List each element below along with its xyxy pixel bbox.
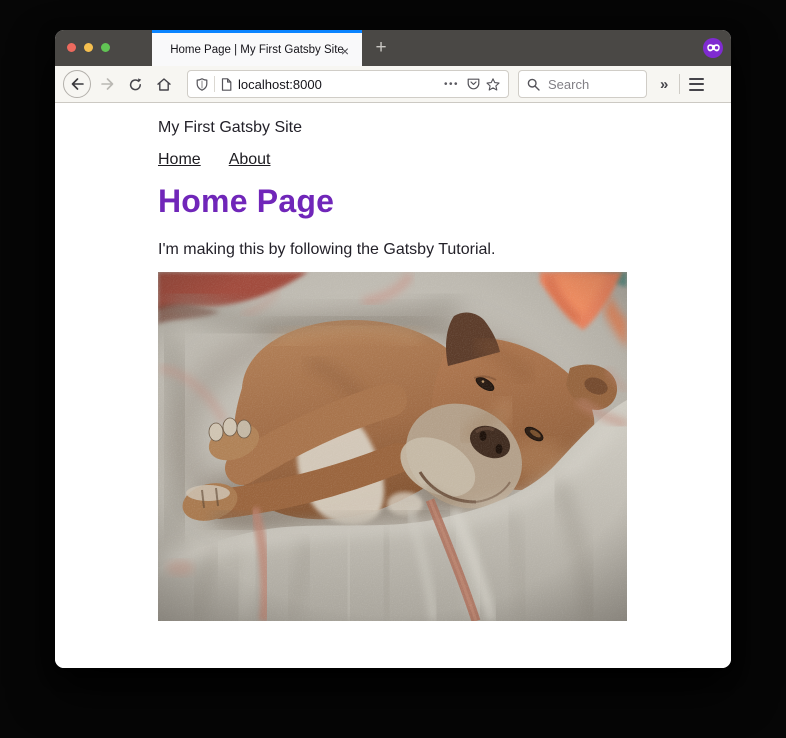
forward-arrow-icon [101, 78, 114, 90]
back-arrow-icon [71, 78, 84, 90]
dog-photo [158, 272, 627, 621]
toolbar-divider [679, 74, 680, 94]
pocket-icon [467, 78, 480, 90]
traffic-lights [67, 43, 110, 52]
active-tab[interactable] [152, 30, 362, 66]
home-button[interactable] [152, 72, 176, 96]
reload-button[interactable] [123, 72, 147, 96]
nav-link-about[interactable]: About [228, 151, 271, 168]
urlbar-divider [214, 76, 215, 92]
intro-paragraph: I'm making this by following the Gatsby Tutorial. [158, 241, 496, 258]
page-heading: Home Page [158, 183, 335, 219]
search-input[interactable] [546, 76, 630, 93]
back-button[interactable] [63, 70, 91, 98]
close-window-button[interactable] [67, 43, 76, 52]
forward-button[interactable] [95, 72, 119, 96]
mask-icon [707, 44, 720, 52]
nav-link-home[interactable]: Home [158, 151, 201, 168]
url-bar[interactable] [187, 70, 509, 98]
close-tab-icon[interactable]: × [336, 42, 354, 60]
site-nav [158, 151, 731, 169]
minimize-window-button[interactable] [84, 43, 93, 52]
tracking-protection-shield-icon[interactable] [196, 78, 208, 91]
search-icon [527, 78, 540, 91]
hamburger-icon [689, 78, 704, 80]
reload-icon [129, 78, 142, 91]
zoom-window-button[interactable] [101, 43, 110, 52]
page-identity-icon[interactable] [221, 78, 232, 91]
site-title: My First Gatsby Site [158, 119, 303, 136]
tab-bar [55, 30, 731, 66]
page-content [55, 103, 731, 668]
page-actions-button[interactable]: ••• [443, 78, 459, 90]
url-text[interactable]: localhost:8000 [238, 76, 322, 92]
tab-title: Home Page | My First Gatsby Site [170, 43, 344, 56]
browser-window [55, 30, 731, 668]
new-tab-button[interactable]: + [368, 36, 394, 60]
app-menu-button[interactable] [689, 78, 704, 91]
home-icon [157, 78, 171, 91]
bookmark-star-button[interactable] [486, 78, 500, 91]
mask-container-badge[interactable] [703, 38, 723, 58]
pocket-save-button[interactable] [467, 78, 480, 90]
search-box[interactable] [518, 70, 647, 98]
overflow-menu-button[interactable]: » [660, 75, 669, 93]
star-icon [486, 78, 500, 91]
navigation-toolbar [55, 66, 731, 103]
